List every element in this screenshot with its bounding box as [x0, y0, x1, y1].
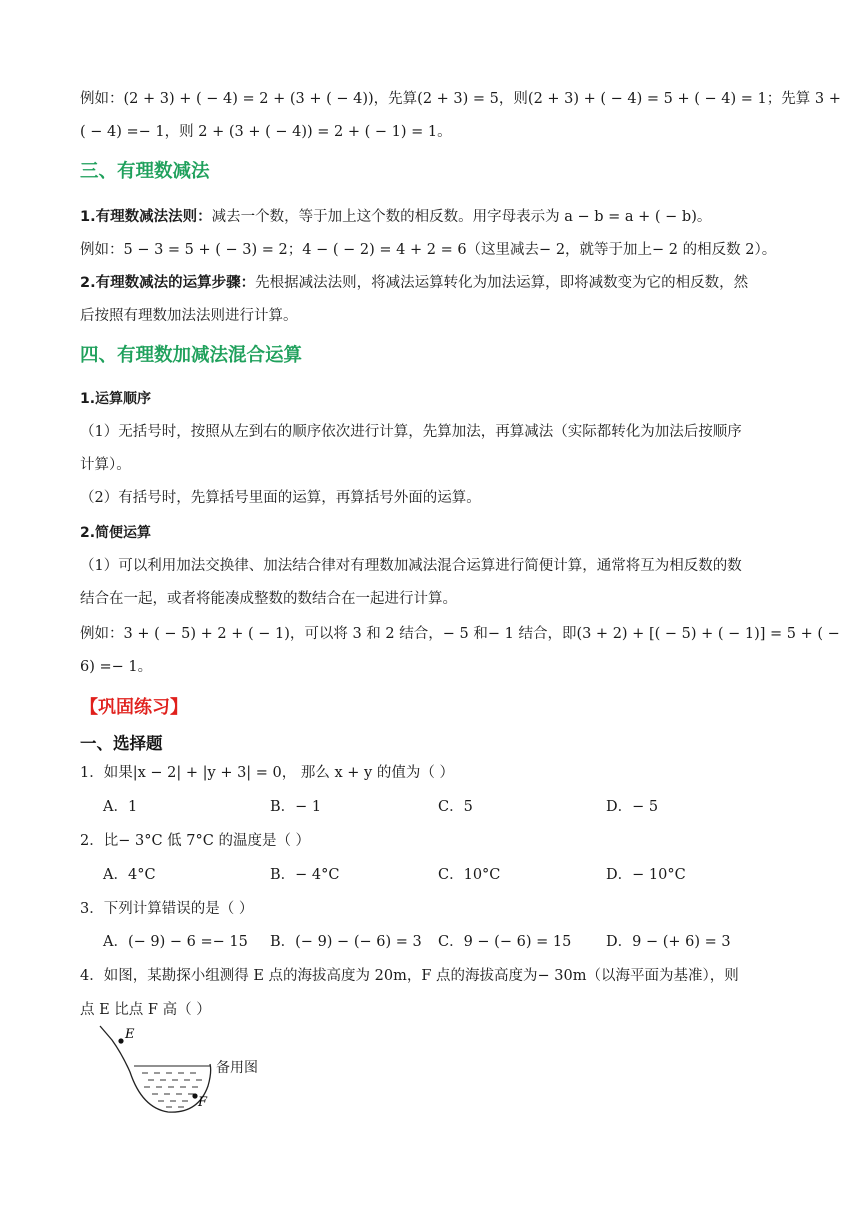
question-4-cont: 点 E 比点 F 高（ ）: [80, 1002, 211, 1018]
order-rule-1: （1）无括号时，按照从左到右的顺序依次进行计算，先算加法，再算减法（实际都转化为加法后按顺序: [80, 424, 742, 440]
water-hatching: [142, 1073, 202, 1107]
point-f-label: F: [198, 1095, 208, 1110]
simplify-example: 例如：3 + ( − 5) + 2 + ( − 1)，可以将 3 和 2 结合，− 5 和− 1 结合，即(3 + 2) + [( − 5) + ( − 1)] = 5 + ( −: [80, 626, 840, 642]
section-heading-mixed: 四、有理数加减法混合运算: [80, 345, 303, 366]
choice-heading: 一、选择题: [80, 734, 163, 753]
figure-caption: 备用图: [216, 1060, 258, 1076]
order-title: 1.运算顺序: [80, 391, 152, 407]
q2-option-b[interactable]: B．− 4°C: [270, 867, 340, 883]
point-e-label: E: [125, 1027, 135, 1042]
example-line-cont: ( − 4) =− 1，则 2 + (3 + ( − 4)) = 2 + ( − 1) = 1。: [80, 124, 452, 140]
subtraction-example: 例如：5 − 3 = 5 + ( − 3) = 2；4 − ( − 2) = 4 + 2 = 6（这里减去− 2，就等于加上− 2 的相反数 2）。: [80, 242, 777, 258]
q1-option-d[interactable]: D．− 5: [606, 799, 659, 815]
q2-option-d[interactable]: D．− 10°C: [606, 867, 686, 883]
simplify-example-cont: 6) =− 1。: [80, 659, 153, 675]
q1-option-b[interactable]: B．− 1: [270, 799, 322, 815]
example-line: 例如：(2 + 3) + ( − 4) = 2 + (3 + ( − 4))，先算(2 + 3) = 5，则(2 + 3) + ( − 4) = 5 + ( − 4) = 1；先算 3 +: [80, 91, 841, 107]
simplify-title: 2.简便运算: [80, 525, 152, 541]
section-heading-subtraction: 三、有理数减法: [80, 161, 210, 182]
q3-option-b[interactable]: B．(− 9) − (− 6) = 3: [270, 934, 422, 950]
point-f-marker: [192, 1093, 197, 1098]
simplify-rule-cont: 结合在一起，或者将能凑成整数的数结合在一起进行计算。: [80, 591, 457, 607]
q2-option-a[interactable]: A．4°C: [103, 867, 156, 883]
terrain-curve: [100, 1026, 211, 1112]
q1-option-a[interactable]: A．1: [103, 799, 138, 815]
steps-text: 先根据减法法则，将减法运算转化为加法运算，即将减数变为它的相反数，然: [255, 275, 749, 291]
subtraction-steps-cont: 后按照有理数加法法则进行计算。: [80, 308, 298, 324]
point-e-marker: [118, 1038, 123, 1043]
question-4: 4．如图，某勘探小组测得 E 点的海拔高度为 20m，F 点的海拔高度为− 30m（以海平面为基准），则: [80, 968, 739, 984]
simplify-rule: （1）可以利用加法交换律、加法结合律对有理数加减法混合运算进行简便计算，通常将互为相反数的数: [80, 558, 742, 574]
rule-text: 减去一个数，等于加上这个数的相反数。用字母表示为 a − b = a + ( − b)。: [211, 209, 712, 225]
q3-option-c[interactable]: C．9 − (− 6) = 15: [438, 934, 572, 950]
order-rule-1-cont: 计算）。: [80, 457, 131, 473]
question-1: 1．如果|x − 2| + |y + 3| = 0， 那么 x + y 的值为（ ）: [80, 765, 454, 781]
steps-term: 2.有理数减法的运算步骤：: [80, 275, 256, 291]
practice-heading: 【巩固练习】: [80, 697, 188, 718]
order-rule-2: （2）有括号时，先算括号里面的运算，再算括号外面的运算。: [80, 490, 481, 506]
question-2: 2．比− 3°C 低 7°C 的温度是（ ）: [80, 833, 311, 849]
q3-option-d[interactable]: D．9 − (+ 6) = 3: [606, 934, 731, 950]
rule-term: 1.有理数减法法则：: [80, 209, 212, 225]
q1-option-c[interactable]: C．5: [438, 799, 473, 815]
q3-option-a[interactable]: A．(− 9) − 6 =− 15: [103, 934, 248, 950]
subtraction-rule: [80, 207, 780, 227]
q2-option-c[interactable]: C．10°C: [438, 867, 501, 883]
subtraction-steps: [80, 273, 780, 293]
question-3: 3．下列计算错误的是（ ）: [80, 901, 254, 917]
